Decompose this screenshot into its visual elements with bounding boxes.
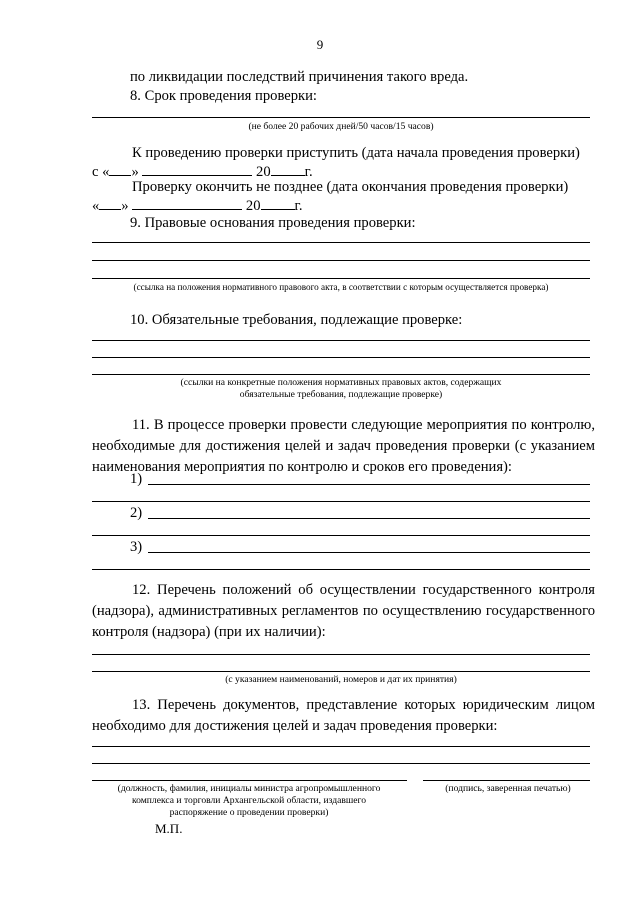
section-11-item-3-label: 3)	[130, 539, 143, 555]
section-10-heading: 10. Обязательные требования, подлежащие проверке:	[130, 312, 463, 328]
signature-line[interactable]	[423, 780, 590, 781]
end-year-field[interactable]	[261, 196, 295, 210]
section-13-line-1[interactable]	[92, 746, 590, 747]
end-year-suffix: г.	[294, 198, 303, 214]
official-caption-1: (должность, фамилия, инициалы министра агропромышленного	[117, 783, 381, 794]
end-month-field[interactable]	[132, 196, 242, 210]
seal-label: М.П.	[155, 821, 183, 836]
page-number: 9	[316, 37, 324, 52]
start-day-field[interactable]	[109, 162, 131, 176]
section-9-line-2[interactable]	[92, 260, 590, 261]
section-9-line-1[interactable]	[92, 242, 590, 243]
section-8-line[interactable]	[92, 117, 590, 118]
section-10-caption-1: (ссылки на конкретные положения нормативных правовых актов, содержащих	[180, 377, 502, 388]
signature-caption: (подпись, заверенная печатью)	[445, 783, 571, 794]
start-year-prefix: 20	[256, 164, 271, 180]
start-year-field[interactable]	[271, 162, 305, 176]
section-9-heading: 9. Правовые основания проведения проверки:	[130, 215, 416, 231]
start-month-field[interactable]	[142, 162, 252, 176]
end-day-field[interactable]	[99, 196, 121, 210]
section-13-text: 13. Перечень документов, представление которых юридическим лицом необходимо для достижения целей и задач проведения проверки:	[92, 697, 595, 734]
intro-line: по ликвидации последствий причинения такого вреда.	[130, 69, 469, 85]
section-9-line-3[interactable]	[92, 278, 590, 279]
section-10-caption-2: обязательные требования, подлежащие проверке)	[239, 389, 443, 400]
official-caption-2: комплекса и торговли Архангельской области, издавшего	[131, 795, 367, 806]
section-12-line-1[interactable]	[92, 654, 590, 655]
section-11-item-1-line[interactable]	[148, 484, 590, 485]
section-11-item-1-label: 1)	[130, 471, 143, 487]
start-prefix: с «	[92, 164, 110, 180]
section-10-line-1[interactable]	[92, 340, 590, 341]
section-12-text: 12. Перечень положений об осуществлении государственного контроля (надзора), административных регламентов по осуществлению государственного контроля (надзора) (при их наличии):	[92, 582, 595, 640]
end-year-prefix: 20	[245, 198, 261, 214]
end-date-text: Проверку окончить не позднее (дата окончания проведения проверки)	[132, 179, 569, 195]
official-caption-3: распоряжение о проведении проверки)	[169, 807, 329, 818]
section-12-caption: (с указанием наименований, номеров и дат их принятия)	[225, 674, 457, 685]
start-year-suffix: г.	[304, 164, 313, 180]
section-8-heading: 8. Срок проведения проверки:	[130, 88, 317, 104]
section-11-item-2-line-2[interactable]	[92, 535, 590, 536]
section-11-text: 11. В процессе проверки провести следующие мероприятия по контролю, необходимые для достижения целей и задач проведения проверки (с указанием наименования мероприятия по контролю и сроков его проведения):	[92, 417, 595, 475]
start-date-text: К проведению проверки приступить (дата начала проведения проверки)	[132, 145, 580, 161]
section-11-item-3-line-2[interactable]	[92, 569, 590, 570]
end-prefix: «	[92, 198, 100, 214]
section-11-item-3-line[interactable]	[148, 552, 590, 553]
section-11-item-2-label: 2)	[130, 505, 143, 521]
section-12-line-2[interactable]	[92, 671, 590, 672]
end-quote-close: »	[121, 198, 129, 214]
section-13-line-2[interactable]	[92, 763, 590, 764]
section-11-item-1-line-2[interactable]	[92, 501, 590, 502]
section-11-item-2-line[interactable]	[148, 518, 590, 519]
section-10-line-3[interactable]	[92, 374, 590, 375]
section-10-line-2[interactable]	[92, 357, 590, 358]
start-quote-close: »	[131, 164, 139, 180]
section-8-caption: (не более 20 рабочих дней/50 часов/15 часов)	[248, 121, 434, 132]
official-name-line[interactable]	[92, 780, 407, 781]
section-9-caption: (ссылка на положения нормативного правового акта, в соответствии с которым осуществляется проверка)	[133, 282, 549, 292]
